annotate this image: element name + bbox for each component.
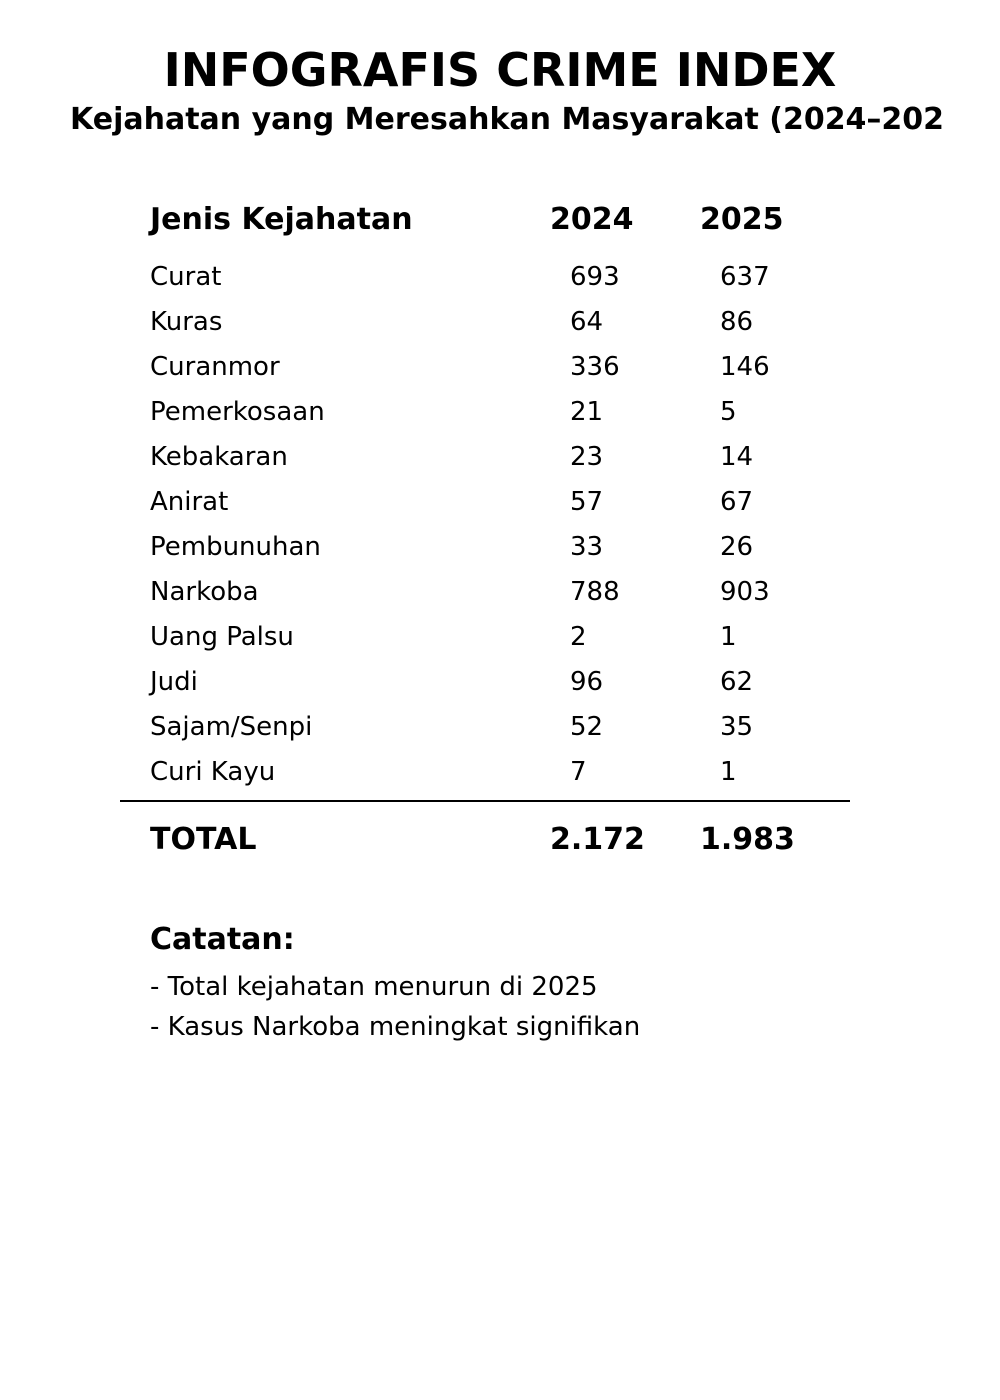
table-row (0, 705, 1000, 750)
notes-title: Catatan: (150, 922, 295, 957)
value-2024: 96 (570, 667, 604, 697)
table-row (0, 300, 1000, 345)
value-2024: 23 (570, 442, 604, 472)
table-row (0, 570, 1000, 615)
table-row (0, 390, 1000, 435)
notes-list (150, 967, 640, 1047)
value-2025: 5 (720, 397, 737, 427)
table-row (0, 525, 1000, 570)
total-row (0, 820, 1000, 860)
crime-name: Curat (150, 262, 222, 292)
value-2024: 64 (570, 307, 604, 337)
value-2024: 788 (570, 577, 620, 607)
crime-name: Uang Palsu (150, 622, 294, 652)
value-2025: 1 (720, 757, 737, 787)
table-row (0, 480, 1000, 525)
crime-name: Kuras (150, 307, 223, 337)
value-2025: 62 (720, 667, 754, 697)
table-header-row (0, 200, 1000, 240)
table-row (0, 255, 1000, 300)
crime-name: Anirat (150, 487, 229, 517)
total-label: TOTAL (150, 822, 257, 857)
value-2025: 903 (720, 577, 770, 607)
value-2024: 693 (570, 262, 620, 292)
crime-name: Curi Kayu (150, 757, 276, 787)
value-2024: 52 (570, 712, 604, 742)
crime-name: Curanmor (150, 352, 280, 382)
value-2025: 637 (720, 262, 770, 292)
value-2025: 14 (720, 442, 754, 472)
table-row (0, 660, 1000, 705)
value-2024: 2 (570, 622, 587, 652)
value-2025: 146 (720, 352, 770, 382)
value-2024: 33 (570, 532, 604, 562)
value-2025: 1 (720, 622, 737, 652)
header-year-2025: 2025 (700, 202, 784, 237)
crime-name: Pemerkosaan (150, 397, 325, 427)
page-subtitle: Kejahatan yang Meresahkan Masyarakat (2024–202 (70, 102, 945, 137)
value-2024: 57 (570, 487, 604, 517)
value-2025: 35 (720, 712, 754, 742)
table-divider (120, 800, 850, 802)
total-2025: 1.983 (700, 822, 795, 857)
value-2024: 336 (570, 352, 620, 382)
value-2025: 67 (720, 487, 754, 517)
table-row (0, 345, 1000, 390)
header-crime-type: Jenis Kejahatan (150, 202, 413, 237)
value-2025: 26 (720, 532, 754, 562)
table-body (0, 255, 1000, 795)
crime-name: Kebakaran (150, 442, 288, 472)
page-title: INFOGRAFIS CRIME INDEX (163, 43, 837, 97)
crime-name: Sajam/Senpi (150, 712, 313, 742)
crime-name: Narkoba (150, 577, 259, 607)
table-row (0, 615, 1000, 660)
value-2025: 86 (720, 307, 754, 337)
crime-name: Pembunuhan (150, 532, 321, 562)
total-2024: 2.172 (550, 822, 645, 857)
header-year-2024: 2024 (550, 202, 634, 237)
note-item: - Total kejahatan menurun di 2025 (150, 972, 598, 1002)
crime-name: Judi (150, 667, 198, 697)
value-2024: 7 (570, 757, 587, 787)
table-row (0, 435, 1000, 480)
table-row (0, 750, 1000, 795)
note-item: - Kasus Narkoba meningkat signifikan (150, 1012, 641, 1042)
value-2024: 21 (570, 397, 604, 427)
